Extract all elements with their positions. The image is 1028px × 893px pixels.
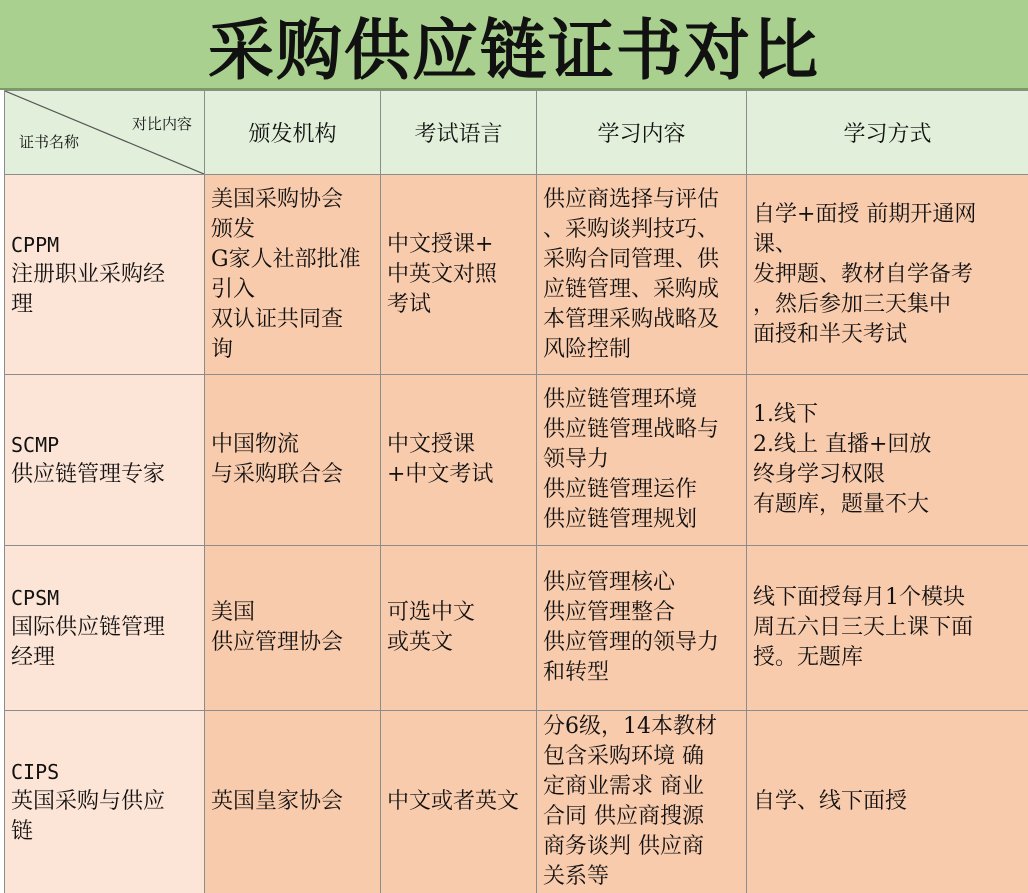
issuer-line: G家人社部批准 xyxy=(211,246,361,272)
study-content-line: 供应管理整合 xyxy=(543,600,676,625)
study-content-line: 和转型 xyxy=(543,660,610,685)
table-row xyxy=(5,375,1028,546)
corner-label-certificate-name: 证书名称 xyxy=(19,133,80,151)
certificate-name-line: 注册职业采购经 xyxy=(11,261,166,287)
title-banner xyxy=(0,0,1028,90)
study-method-cell xyxy=(747,175,1028,375)
certificate-code: CPPM xyxy=(11,232,60,257)
study-content-line: 采购合同管理、供 xyxy=(543,246,720,272)
issuer-line: 中国物流 xyxy=(211,432,300,457)
study-content-line: 商务谈判 供应商 xyxy=(543,834,704,859)
column-header-issuer: 颁发机构 xyxy=(205,91,381,175)
study-method-cell xyxy=(747,711,1028,893)
issuer-line: 颁发 xyxy=(211,216,256,242)
study-content-line: 定商业需求 商业 xyxy=(543,774,704,799)
table-row xyxy=(5,711,1028,893)
study-content-line: 供应链管理环境 xyxy=(543,387,698,412)
study-method-line: 终身学习权限 xyxy=(753,462,886,487)
issuer-line: 询 xyxy=(211,336,234,362)
study-method-line: ，然后参加三天集中 xyxy=(753,291,952,317)
certificate-code: SCMP xyxy=(11,433,60,457)
study-content-line: 供应链管理战略与 xyxy=(543,417,720,442)
exam-language-cell xyxy=(381,175,537,375)
issuer-line: 引入 xyxy=(211,276,256,302)
study-content-cell xyxy=(537,711,747,893)
exam-language-line: 中文授课+ xyxy=(387,231,494,257)
exam-language-line: +中文考试 xyxy=(387,462,494,487)
issuer-line: 供应管理协会 xyxy=(211,630,344,655)
exam-language-cell xyxy=(381,375,537,546)
issuer-line: 双认证共同查 xyxy=(211,306,344,332)
issuer-line: 美国 xyxy=(211,600,256,625)
exam-language-line: 中英文对照 xyxy=(387,261,498,287)
study-method-line: 面授和半天考试 xyxy=(753,321,908,347)
exam-language-line: 中文或者英文 xyxy=(387,789,520,814)
study-content-line: 分6级，14本教材 xyxy=(543,714,717,739)
table-row xyxy=(5,546,1028,711)
issuer-cell xyxy=(205,375,381,546)
study-content-cell xyxy=(537,175,747,375)
study-method-cell xyxy=(747,375,1028,546)
study-method-line: 发押题、教材自学备考 xyxy=(753,261,974,287)
study-method-line: 1.线下 xyxy=(753,402,818,427)
study-content-line: 应链管理、采购成 xyxy=(543,276,720,302)
study-content-line: 、采购谈判技巧、 xyxy=(543,216,720,242)
study-content-line: 供应链管理运作 xyxy=(543,477,698,502)
issuer-cell xyxy=(205,711,381,893)
study-method-line: 授。无题库 xyxy=(753,645,864,670)
header-row xyxy=(5,91,1028,175)
study-method-line: 自学、线下面授 xyxy=(753,789,908,814)
certificate-name-line: 供应链管理专家 xyxy=(11,462,166,487)
certificate-name-cell xyxy=(5,711,205,893)
corner-header-cell xyxy=(5,91,205,175)
table-row xyxy=(5,175,1028,375)
study-content-line: 包含采购环境 确 xyxy=(543,744,704,769)
certificate-name-line: 理 xyxy=(11,291,34,317)
certificate-name-line: 经理 xyxy=(11,645,56,670)
page-title: 采购供应链证书对比 xyxy=(208,10,820,89)
certificate-name-cell xyxy=(5,546,205,711)
exam-language-line: 考试 xyxy=(387,291,432,317)
column-header-study-method: 学习方式 xyxy=(747,91,1028,175)
study-content-line: 领导力 xyxy=(543,447,610,472)
column-header-exam-language: 考试语言 xyxy=(381,91,537,175)
study-method-line: 周五六日三天上课下面 xyxy=(753,615,974,640)
exam-language-line: 或英文 xyxy=(387,630,454,655)
study-content-line: 本管理采购战略及 xyxy=(543,306,720,332)
study-content-cell xyxy=(537,546,747,711)
study-method-line: 自学+面授 前期开通网 xyxy=(753,201,977,227)
study-content-line: 关系等 xyxy=(543,864,610,889)
issuer-line: 与采购联合会 xyxy=(211,462,344,487)
issuer-cell xyxy=(205,175,381,375)
exam-language-cell xyxy=(381,711,537,893)
certificate-name-line: 国际供应链管理 xyxy=(11,615,166,640)
study-content-line: 供应管理的领导力 xyxy=(543,630,720,655)
certificate-name-line: 英国采购与供应 xyxy=(11,789,166,814)
certificate-name-line: 链 xyxy=(11,819,34,844)
study-content-cell xyxy=(537,375,747,546)
study-content-line: 风险控制 xyxy=(543,336,632,362)
study-content-line: 供应链管理规划 xyxy=(543,507,698,532)
issuer-line: 英国皇家协会 xyxy=(211,789,344,814)
exam-language-line: 中文授课 xyxy=(387,432,476,457)
corner-label-compare-content: 对比内容 xyxy=(131,115,192,133)
exam-language-line: 可选中文 xyxy=(387,600,476,625)
study-method-line: 有题库，题量不大 xyxy=(753,492,930,517)
comparison-table xyxy=(4,90,1028,893)
study-content-line: 供应管理核心 xyxy=(543,570,676,595)
issuer-cell xyxy=(205,546,381,711)
study-method-line: 线下面授每月1个模块 xyxy=(753,585,965,610)
certificate-name-cell xyxy=(5,175,205,375)
exam-language-cell xyxy=(381,546,537,711)
column-header-study-content: 学习内容 xyxy=(537,91,747,175)
study-method-line: 课、 xyxy=(753,231,798,257)
issuer-line: 美国采购协会 xyxy=(211,186,344,212)
certificate-name-cell xyxy=(5,375,205,546)
study-content-line: 供应商选择与评估 xyxy=(543,186,720,212)
study-method-cell xyxy=(747,546,1028,711)
certificate-code: CIPS xyxy=(11,760,60,784)
study-content-line: 合同 供应商搜源 xyxy=(543,804,704,829)
study-method-line: 2.线上 直播+回放 xyxy=(753,432,932,457)
certificate-code: CPSM xyxy=(11,586,60,610)
